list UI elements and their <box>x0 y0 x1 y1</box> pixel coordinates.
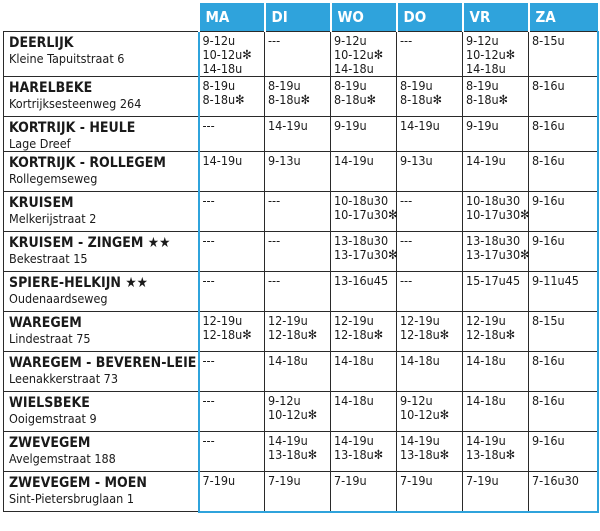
hours-cell-ma <box>199 352 265 392</box>
hours-text: 8-19u <box>400 78 433 93</box>
hours-text: 13-17u30✻ <box>466 247 530 262</box>
hours-cell-vr <box>463 192 529 232</box>
location-cell <box>4 32 199 77</box>
hours-text: 7-16u30 <box>532 473 579 488</box>
hours-text: 8-18u✻ <box>466 92 509 107</box>
hours-cell-ma <box>199 472 265 512</box>
hours-cell-wo <box>331 192 397 232</box>
hours-cell-ma <box>199 432 265 472</box>
hours-text: 9-19u <box>466 118 499 133</box>
hours-cell-wo <box>331 432 397 472</box>
hours-text: 14-18u <box>400 353 440 368</box>
hours-cell-di <box>265 77 331 117</box>
location-name: KORTRIJK - HEULE <box>9 120 136 136</box>
hours-text: 10-12u✻ <box>400 407 450 422</box>
location-name: ZWEVEGEM <box>9 435 91 451</box>
hours-cell-di <box>265 232 331 272</box>
location-name: HARELBEKE <box>9 80 93 96</box>
hours-cell-ma <box>199 117 265 152</box>
hours-cell-do <box>397 392 463 432</box>
hours-cell-ma <box>199 77 265 117</box>
hours-text: 12-18u✻ <box>202 327 252 342</box>
hours-cell-wo <box>331 272 397 312</box>
table-row <box>4 312 598 352</box>
hours-text: 14-19u <box>334 433 374 448</box>
hours-cell-vr <box>463 272 529 312</box>
location-cell <box>4 77 199 117</box>
location-address: Sint-Pietersbruglaan 1 <box>9 491 135 506</box>
hours-cell-za <box>529 392 598 432</box>
table-row <box>4 392 598 432</box>
hours-cell-wo <box>331 312 397 352</box>
day-header-ma: MA <box>199 3 265 32</box>
table-body <box>4 32 598 512</box>
table-row <box>4 272 598 312</box>
header-corner <box>4 3 199 32</box>
hours-cell-vr <box>463 152 529 192</box>
hours-text: 14-18u <box>334 393 374 408</box>
hours-text: 14-18u <box>466 61 506 76</box>
hours-cell-ma <box>199 32 265 77</box>
hours-cell-ma <box>199 312 265 352</box>
hours-text: 9-16u <box>532 193 565 208</box>
hours-cell-do <box>397 312 463 352</box>
hours-text: 12-19u <box>466 313 506 328</box>
hours-text: --- <box>400 233 413 248</box>
location-address: Lindestraat 75 <box>9 331 91 346</box>
hours-text: --- <box>268 233 281 248</box>
hours-cell-vr <box>463 352 529 392</box>
hours-text: 7-19u <box>202 473 236 488</box>
location-name: WAREGEM <box>9 315 82 331</box>
location-address: Kortrijksesteenweg 264 <box>9 96 142 111</box>
hours-text: 12-19u <box>334 313 374 328</box>
hours-text: 8-16u <box>532 78 565 93</box>
hours-text: --- <box>202 193 215 208</box>
hours-text: 9-11u45 <box>532 273 579 288</box>
hours-text: --- <box>202 433 215 448</box>
location-cell <box>4 152 199 192</box>
location-address: Kleine Tapuitstraat 6 <box>9 51 125 66</box>
hours-text: 14-18u <box>268 353 308 368</box>
hours-text: 10-17u30✻ <box>334 207 398 222</box>
location-address: Avelgemstraat 188 <box>9 451 116 466</box>
hours-text: 14-18u <box>202 61 243 76</box>
location-name: DEERLIJK <box>9 35 74 51</box>
hours-text: 14-19u <box>400 118 440 133</box>
hours-text: --- <box>202 118 215 133</box>
hours-text: 10-18u30 <box>334 193 389 208</box>
hours-cell-za <box>529 232 598 272</box>
hours-cell-di <box>265 472 331 512</box>
hours-text: 13-18u30 <box>334 233 389 248</box>
hours-text: 14-19u <box>268 118 308 133</box>
hours-cell-wo <box>331 472 397 512</box>
location-address: Oudenaardseweg <box>9 291 108 306</box>
hours-text: 14-18u <box>334 353 374 368</box>
hours-text: 8-16u <box>532 393 565 408</box>
hours-cell-wo <box>331 352 397 392</box>
location-name: KORTRIJK - ROLLEGEM <box>9 155 166 171</box>
hours-text: 10-12u✻ <box>268 407 318 422</box>
hours-cell-za <box>529 472 598 512</box>
hours-text: 8-18u✻ <box>202 92 245 107</box>
hours-text: 12-19u <box>268 313 308 328</box>
hours-cell-za <box>529 32 598 77</box>
hours-cell-di <box>265 32 331 77</box>
location-cell <box>4 392 199 432</box>
hours-text: 8-16u <box>532 118 565 133</box>
hours-text: 8-15u <box>532 33 565 48</box>
hours-text: 14-19u <box>268 433 308 448</box>
location-cell <box>4 432 199 472</box>
hours-cell-di <box>265 352 331 392</box>
location-name: WAREGEM - BEVEREN-LEIE <box>9 355 197 371</box>
hours-text: 12-19u <box>400 313 440 328</box>
location-cell <box>4 232 199 272</box>
table-row <box>4 472 598 512</box>
hours-cell-do <box>397 432 463 472</box>
hours-text: 14-18u <box>466 393 506 408</box>
hours-cell-di <box>265 272 331 312</box>
hours-text: 9-12u <box>466 33 499 48</box>
hours-cell-do <box>397 32 463 77</box>
hours-cell-wo <box>331 32 397 77</box>
hours-text: 12-18u✻ <box>400 327 450 342</box>
hours-cell-za <box>529 272 598 312</box>
hours-cell-wo <box>331 77 397 117</box>
hours-cell-za <box>529 312 598 352</box>
hours-cell-za <box>529 117 598 152</box>
hours-cell-za <box>529 152 598 192</box>
location-address: Melkerijstraat 2 <box>9 211 97 226</box>
location-name: KRUISEM - ZINGEM ★★ <box>9 235 171 251</box>
hours-text: 9-16u <box>532 233 565 248</box>
hours-text: 9-12u <box>268 393 301 408</box>
hours-cell-za <box>529 352 598 392</box>
hours-cell-di <box>265 192 331 232</box>
hours-cell-do <box>397 472 463 512</box>
opening-hours-table <box>3 3 599 513</box>
hours-cell-di <box>265 432 331 472</box>
hours-cell-vr <box>463 432 529 472</box>
hours-cell-do <box>397 152 463 192</box>
hours-cell-di <box>265 152 331 192</box>
hours-cell-vr <box>463 312 529 352</box>
hours-text: --- <box>400 273 413 288</box>
hours-text: 14-19u <box>466 433 506 448</box>
hours-text: 13-16u45 <box>334 273 389 288</box>
hours-cell-vr <box>463 472 529 512</box>
hours-text: 14-19u <box>466 153 506 168</box>
hours-text: --- <box>202 393 215 408</box>
hours-text: 10-17u30✻ <box>466 207 530 222</box>
hours-cell-di <box>265 312 331 352</box>
location-cell <box>4 352 199 392</box>
hours-text: 13-18u✻ <box>400 447 450 462</box>
hours-text: 12-18u✻ <box>334 327 384 342</box>
hours-cell-wo <box>331 232 397 272</box>
hours-text: 8-19u <box>202 78 236 93</box>
hours-text: 7-19u <box>334 473 367 488</box>
hours-text: --- <box>268 193 281 208</box>
hours-cell-wo <box>331 152 397 192</box>
day-header-do: DO <box>397 3 463 32</box>
hours-cell-vr <box>463 232 529 272</box>
hours-cell-za <box>529 192 598 232</box>
hours-cell-di <box>265 392 331 432</box>
hours-cell-za <box>529 432 598 472</box>
hours-text: 8-19u <box>334 78 367 93</box>
hours-cell-do <box>397 77 463 117</box>
hours-cell-do <box>397 352 463 392</box>
hours-text: 8-18u✻ <box>268 92 311 107</box>
location-cell <box>4 472 199 512</box>
table-row <box>4 77 598 117</box>
hours-text: 8-15u <box>532 313 565 328</box>
table-row <box>4 152 598 192</box>
hours-text: 7-19u <box>466 473 499 488</box>
hours-cell-do <box>397 192 463 232</box>
location-name: WIELSBEKE <box>9 395 90 411</box>
hours-cell-do <box>397 232 463 272</box>
hours-text: 8-16u <box>532 153 565 168</box>
hours-text: --- <box>400 193 413 208</box>
hours-cell-ma <box>199 232 265 272</box>
hours-text: 9-12u <box>202 33 236 48</box>
location-address: Bekestraat 15 <box>9 251 88 266</box>
hours-text: 13-18u✻ <box>334 447 384 462</box>
hours-text: 13-18u30 <box>466 233 521 248</box>
hours-text: 13-18u✻ <box>268 447 318 462</box>
hours-cell-ma <box>199 392 265 432</box>
hours-text: 14-18u <box>466 353 506 368</box>
hours-cell-vr <box>463 392 529 432</box>
hours-cell-vr <box>463 77 529 117</box>
location-name: SPIERE-HELKIJN ★★ <box>9 275 148 291</box>
hours-text: 8-19u <box>466 78 499 93</box>
hours-text: 12-18u✻ <box>268 327 318 342</box>
hours-text: 10-12u✻ <box>334 47 384 62</box>
location-cell <box>4 272 199 312</box>
table-row <box>4 117 598 152</box>
hours-text: 14-18u <box>334 61 374 76</box>
hours-text: --- <box>268 33 281 48</box>
location-cell <box>4 117 199 152</box>
hours-cell-do <box>397 117 463 152</box>
table-row <box>4 352 598 392</box>
hours-text: 8-16u <box>532 353 565 368</box>
hours-text: 7-19u <box>268 473 301 488</box>
hours-text: --- <box>268 273 281 288</box>
hours-text: 9-16u <box>532 433 565 448</box>
location-address: Rollegemseweg <box>9 171 98 186</box>
hours-text: 9-19u <box>334 118 367 133</box>
hours-text: --- <box>202 273 215 288</box>
hours-text: 9-13u <box>268 153 301 168</box>
table-row <box>4 232 598 272</box>
day-header-vr: VR <box>463 3 529 32</box>
location-name: ZWEVEGEM - MOEN <box>9 475 147 491</box>
header-row <box>4 3 598 32</box>
hours-text: 9-12u <box>334 33 367 48</box>
hours-text: --- <box>400 33 413 48</box>
hours-text: 13-18u✻ <box>466 447 516 462</box>
table-row <box>4 432 598 472</box>
hours-text: 14-19u <box>202 153 243 168</box>
location-address: Ooigemstraat 9 <box>9 411 97 426</box>
hours-text: 12-18u✻ <box>466 327 516 342</box>
hours-text: 14-19u <box>334 153 374 168</box>
hours-text: 8-18u✻ <box>400 92 443 107</box>
hours-text: 14-19u <box>400 433 440 448</box>
hours-text: 9-13u <box>400 153 433 168</box>
hours-cell-ma <box>199 272 265 312</box>
hours-text: 9-12u <box>400 393 433 408</box>
location-cell <box>4 192 199 232</box>
hours-cell-ma <box>199 192 265 232</box>
hours-text: 10-12u✻ <box>466 47 516 62</box>
hours-text: 8-19u <box>268 78 301 93</box>
hours-cell-ma <box>199 152 265 192</box>
day-header-wo: WO <box>331 3 397 32</box>
table-row <box>4 32 598 77</box>
hours-cell-wo <box>331 392 397 432</box>
hours-text: 10-18u30 <box>466 193 521 208</box>
hours-text: 12-19u <box>202 313 243 328</box>
hours-cell-di <box>265 117 331 152</box>
hours-cell-za <box>529 77 598 117</box>
hours-text: --- <box>202 353 215 368</box>
table-row <box>4 192 598 232</box>
hours-cell-vr <box>463 117 529 152</box>
location-name: KRUISEM <box>9 195 74 211</box>
hours-cell-do <box>397 272 463 312</box>
location-cell <box>4 312 199 352</box>
day-header-di: DI <box>265 3 331 32</box>
hours-cell-wo <box>331 117 397 152</box>
hours-text: 15-17u45 <box>466 273 521 288</box>
hours-text: 7-19u <box>400 473 433 488</box>
location-address: Leenakkerstraat 73 <box>9 371 118 386</box>
hours-text: 13-17u30✻ <box>334 247 398 262</box>
hours-cell-vr <box>463 32 529 77</box>
hours-text: 8-18u✻ <box>334 92 377 107</box>
location-address: Lage Dreef <box>9 136 71 151</box>
day-header-za: ZA <box>529 3 598 32</box>
hours-text: --- <box>202 233 215 248</box>
hours-text: 10-12u✻ <box>202 47 252 62</box>
